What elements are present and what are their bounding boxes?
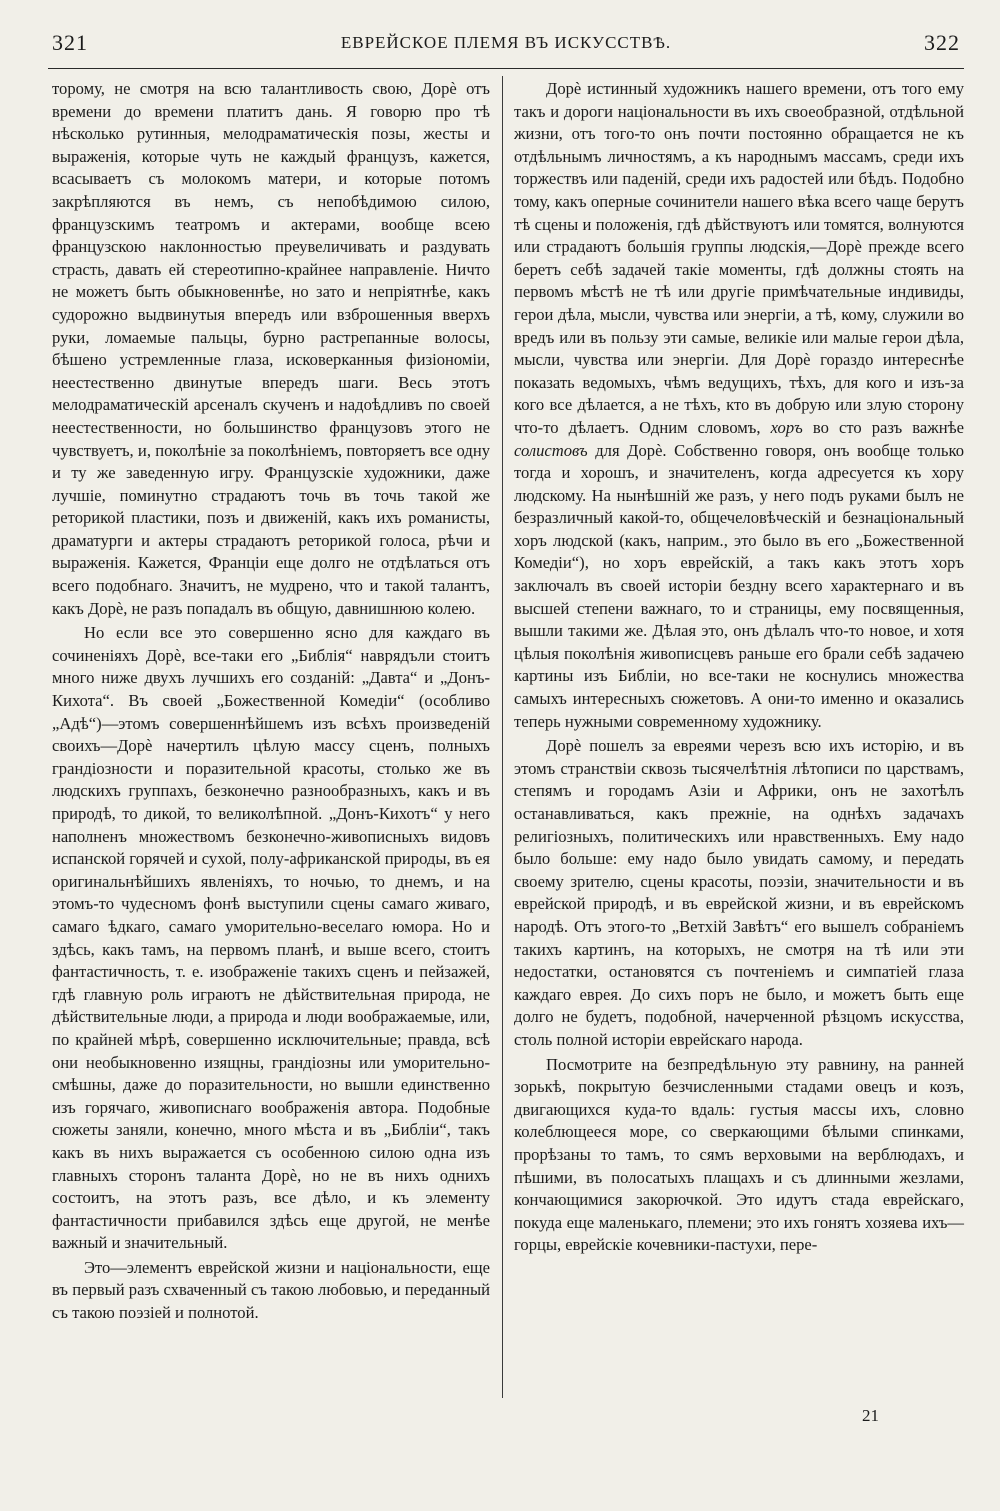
- paragraph: торому, не смотря на всю талантливость свою, Дорè отъ времени до времени платитъ дань. Я говорю про тѣ нѣсколько рутинныя, мелодраматическія позы, жесты и выраженія, которые чуть не каждый французъ, кажется, всасываетъ съ молокомъ матери, и которые потомъ закрѣпляются въ немъ, съ непобѣдимою силою, французскимъ театромъ и актерами, вообще всею французскою наклонностью преувеличивать и раздувать страсть, давать ей стереотипно-крайнее направленіе. Ничто не можетъ быть обыкновеннѣе, но зато и непріятнѣе, какъ судорожно выдвинутыя впередъ или взброшенныя вверхъ руки, ломаемые пальцы, бурно растрепанные волосы, бѣшено устремленные глаза, исковерканныя физіономіи, неестественно двинутые впередъ шаги. Весь этотъ мелодраматическій арсеналъ скученъ и надоѣдливъ по своей неестественности, но большинство французовъ этого не чувствуетъ, и, поколѣніе за поколѣніемъ, повторяетъ все одну и ту же заведенную игру. Французскіе художники, даже лучшіе, поминутно страдаютъ точь въ точь такой же реторикой пластики, позъ и движеній, какъ ихъ романисты, драматурги и актеры страдаютъ реторикой голоса, рѣчи и выраженія. Кажется, Франціи еще долго не отдѣлаться отъ всего подобнаго. Значитъ, не мудрено, что и такой талантъ, какъ Дорè, не разъ попадалъ въ общую, давнишнюю колею.: [52, 79, 490, 618]
- left-column: [52, 78, 490, 1325]
- text-run: Дорè истинный художникъ нашего времени, отъ того ему такъ и дороги національности въ ихъ своеобразной, отдѣльной жизни, отъ того-то онъ почти постоянно обращается не къ отдѣльнымъ личностямъ, а къ народнымъ массамъ, среди ихъ торжествъ или паденій, среди ихъ радостей или бѣдъ. Подобно тому, какъ оперные сочинители нашего вѣка всего чаще берутъ тѣ сцены и положенія, гдѣ дѣйствуютъ или томятся, волнуются или страдаютъ большія группы людскія,—Дорè прежде всего беретъ себѣ задачей такіе моменты, гдѣ должны стоять на первомъ мѣстѣ не тѣ или другіе примѣчательные индивиды, герои дѣла, мысли, чувства или энергіи, а тѣ, кому, служили во вредъ или въ пользу эти самые, великіе или малые герои дѣла, мысли, чувства или энергіи. Для Дорè гораздо интереснѣе показать ведомыхъ, чѣмъ ведущихъ, тѣхъ, для кого и изъ-за кого все дѣлается, а не тѣхъ, кто въ добрую или злую сторону что-то дѣлаетъ. Одним словомъ,: [514, 79, 964, 437]
- paragraph: Но если все это совершенно ясно для каждаго въ сочиненіяхъ Дорè, все-таки его „Библія“ наврядъли стоитъ много ниже двухъ лучшихъ его созданій: „Давта“ и „Донъ-Кихота“. Въ своей „Божественной Комедіи“ (особливо „Адѣ“)—этомъ совершеннѣйшемъ изъ всѣхъ произведеній своихъ—Дорè начертилъ цѣлую массу сценъ, полныхъ грандіозности и поразительной красоты, столько же въ людскихъ группахъ, безконечно разнообразныхъ, какъ и въ природѣ, то дикой, то великолѣпной. „Донъ-Кихотъ“ у него наполненъ множествомъ безконечно-живописныхъ видовъ испанской горячей и сухой, полу-африканской природы, въ ея оригинальнѣйшихъ явленіяхъ, то ночью, то днемъ, и на этомъ-то чудесномъ фонѣ выступили сцены самаго живаго, самаго ѣдкаго, самаго уморительно-веселаго юмора. Но и здѣсь, какъ тамъ, на первомъ планѣ, и выше всего, стоитъ фантастичность, т. е. изображеніе такихъ сценъ и пейзажей, гдѣ главную роль играютъ не дѣйствительная природа, не дѣйствительные люди, а природа и люди воображаемые, или, по крайней мѣрѣ, совершенно исключительные; правда, всѣ они необыкновенно изящны, грандіозны или уморительно-смѣшны, даже до поразительности, но вышли единственно изъ горячаго, живописнаго воображенія автора. Подобные сюжеты заняли, конечно, много мѣста и въ „Библіи“, такъ какъ въ нихъ выражается съ особенною силою одна изъ главныхъ сторонъ таланта Дорè, но не въ нихъ однихъ состоитъ, на этотъ разъ, все дѣло, и къ элементу фантастичности прибавился здѣсь еще другой, не менѣе важный и значительный.: [52, 623, 490, 1253]
- paragraph: [514, 78, 964, 733]
- page-number-right: 322: [924, 30, 960, 55]
- header-rule: [48, 68, 964, 69]
- page-number-left: 321: [52, 30, 88, 55]
- text-run: для Дорè. Собственно говоря, онъ вообще только тогда и хорошъ, и значителенъ, когда адресуется къ хору людскому. На нынѣшній же разъ, у него подъ руками былъ не безразличный какой-то, общечеловѣческій и безнаціональный хоръ людской (какъ, наприм., это было въ его „Божественной Комедіи“), но хоръ еврейскій, а такъ какъ этотъ хоръ заключалъ въ своей исторіи бездну всего характернаго и въ высшей степени важнаго, то и страницы, ему посвященныя, вышли такими же. Дѣлая это, онъ дѣлалъ что-то новое, и хотя цѣлыя поколѣнія живописцевъ раньше его брали себѣ задачею картины изъ Библіи, но все-таки не коснулись множества самыхъ интересныхъ сюжетовъ. А они-то именно и оказались теперь нужными современному художнику.: [514, 440, 964, 731]
- signature-mark: 21: [862, 1406, 879, 1425]
- emphasis-text: хоръ: [770, 417, 803, 437]
- emphasis-text: солистовъ: [514, 440, 588, 460]
- paragraph: Это—элементъ еврейской жизни и національности, еще въ первый разъ схваченный съ такою любовью, и переданный съ такою поэзіей и полнотой.: [52, 1257, 490, 1323]
- running-title: ЕВРЕЙСКОЕ ПЛЕМЯ ВЪ ИСКУССТВѢ.: [340, 33, 672, 52]
- paragraph: Дорè пошелъ за евреями черезъ всю ихъ исторію, и въ этомъ странствіи сквозь тысячелѣтнія лѣтописи по царствамъ, степямъ и городамъ Азіи и Африки, онъ не захотѣлъ останавливаться, какъ прежніе, на однѣхъ задачахъ религіозныхъ, политическихъ или нравственныхъ. Ему надо было больше: ему надо было увидать самому, и передать своему зрителю, сцены красоты, поэзіи, значительности и въ еврейской природѣ, и въ еврейской жизни, и въ еврейскомъ народѣ. Отъ этого-то „Ветхій Завѣтъ“ его вышелъ собраніемъ такихъ картинъ, на которыхъ, не смотря на тѣ или эти недостатки, остановятся съ почтеніемъ и симпатіей глаза каждаго еврея. До сихъ поръ не было, и можетъ быть еще долго не будетъ, подобной, начерченной рѣзцомъ искусства, столь полной исторіи еврейскаго народа.: [514, 736, 964, 1049]
- text-run: во сто разъ важнѣе: [812, 417, 964, 437]
- paragraph: Посмотрите на безпредѣльную эту равнину, на ранней зорькѣ, покрытую безчисленными стадами овецъ и козъ, двигающихся куда-то вдаль: густыя массы ихъ, словно колеблющееся море, со сверкающими бѣлыми спинками, прорѣзаны то тамъ, то сямъ верховыми на верблюдахъ, и пѣшими, въ полосатыхъ плащахъ и съ длинными жезлами, кончающимися закорючкой. Это идутъ стада еврейскаго, покуда еще маленькаго, племени; это ихъ гонятъ хозяева ихъ—горцы, еврейскіе кочевники-пастухи, пере-: [514, 1054, 964, 1255]
- page-header: [48, 30, 964, 60]
- column-divider: [502, 76, 503, 1398]
- right-column: [514, 78, 964, 1257]
